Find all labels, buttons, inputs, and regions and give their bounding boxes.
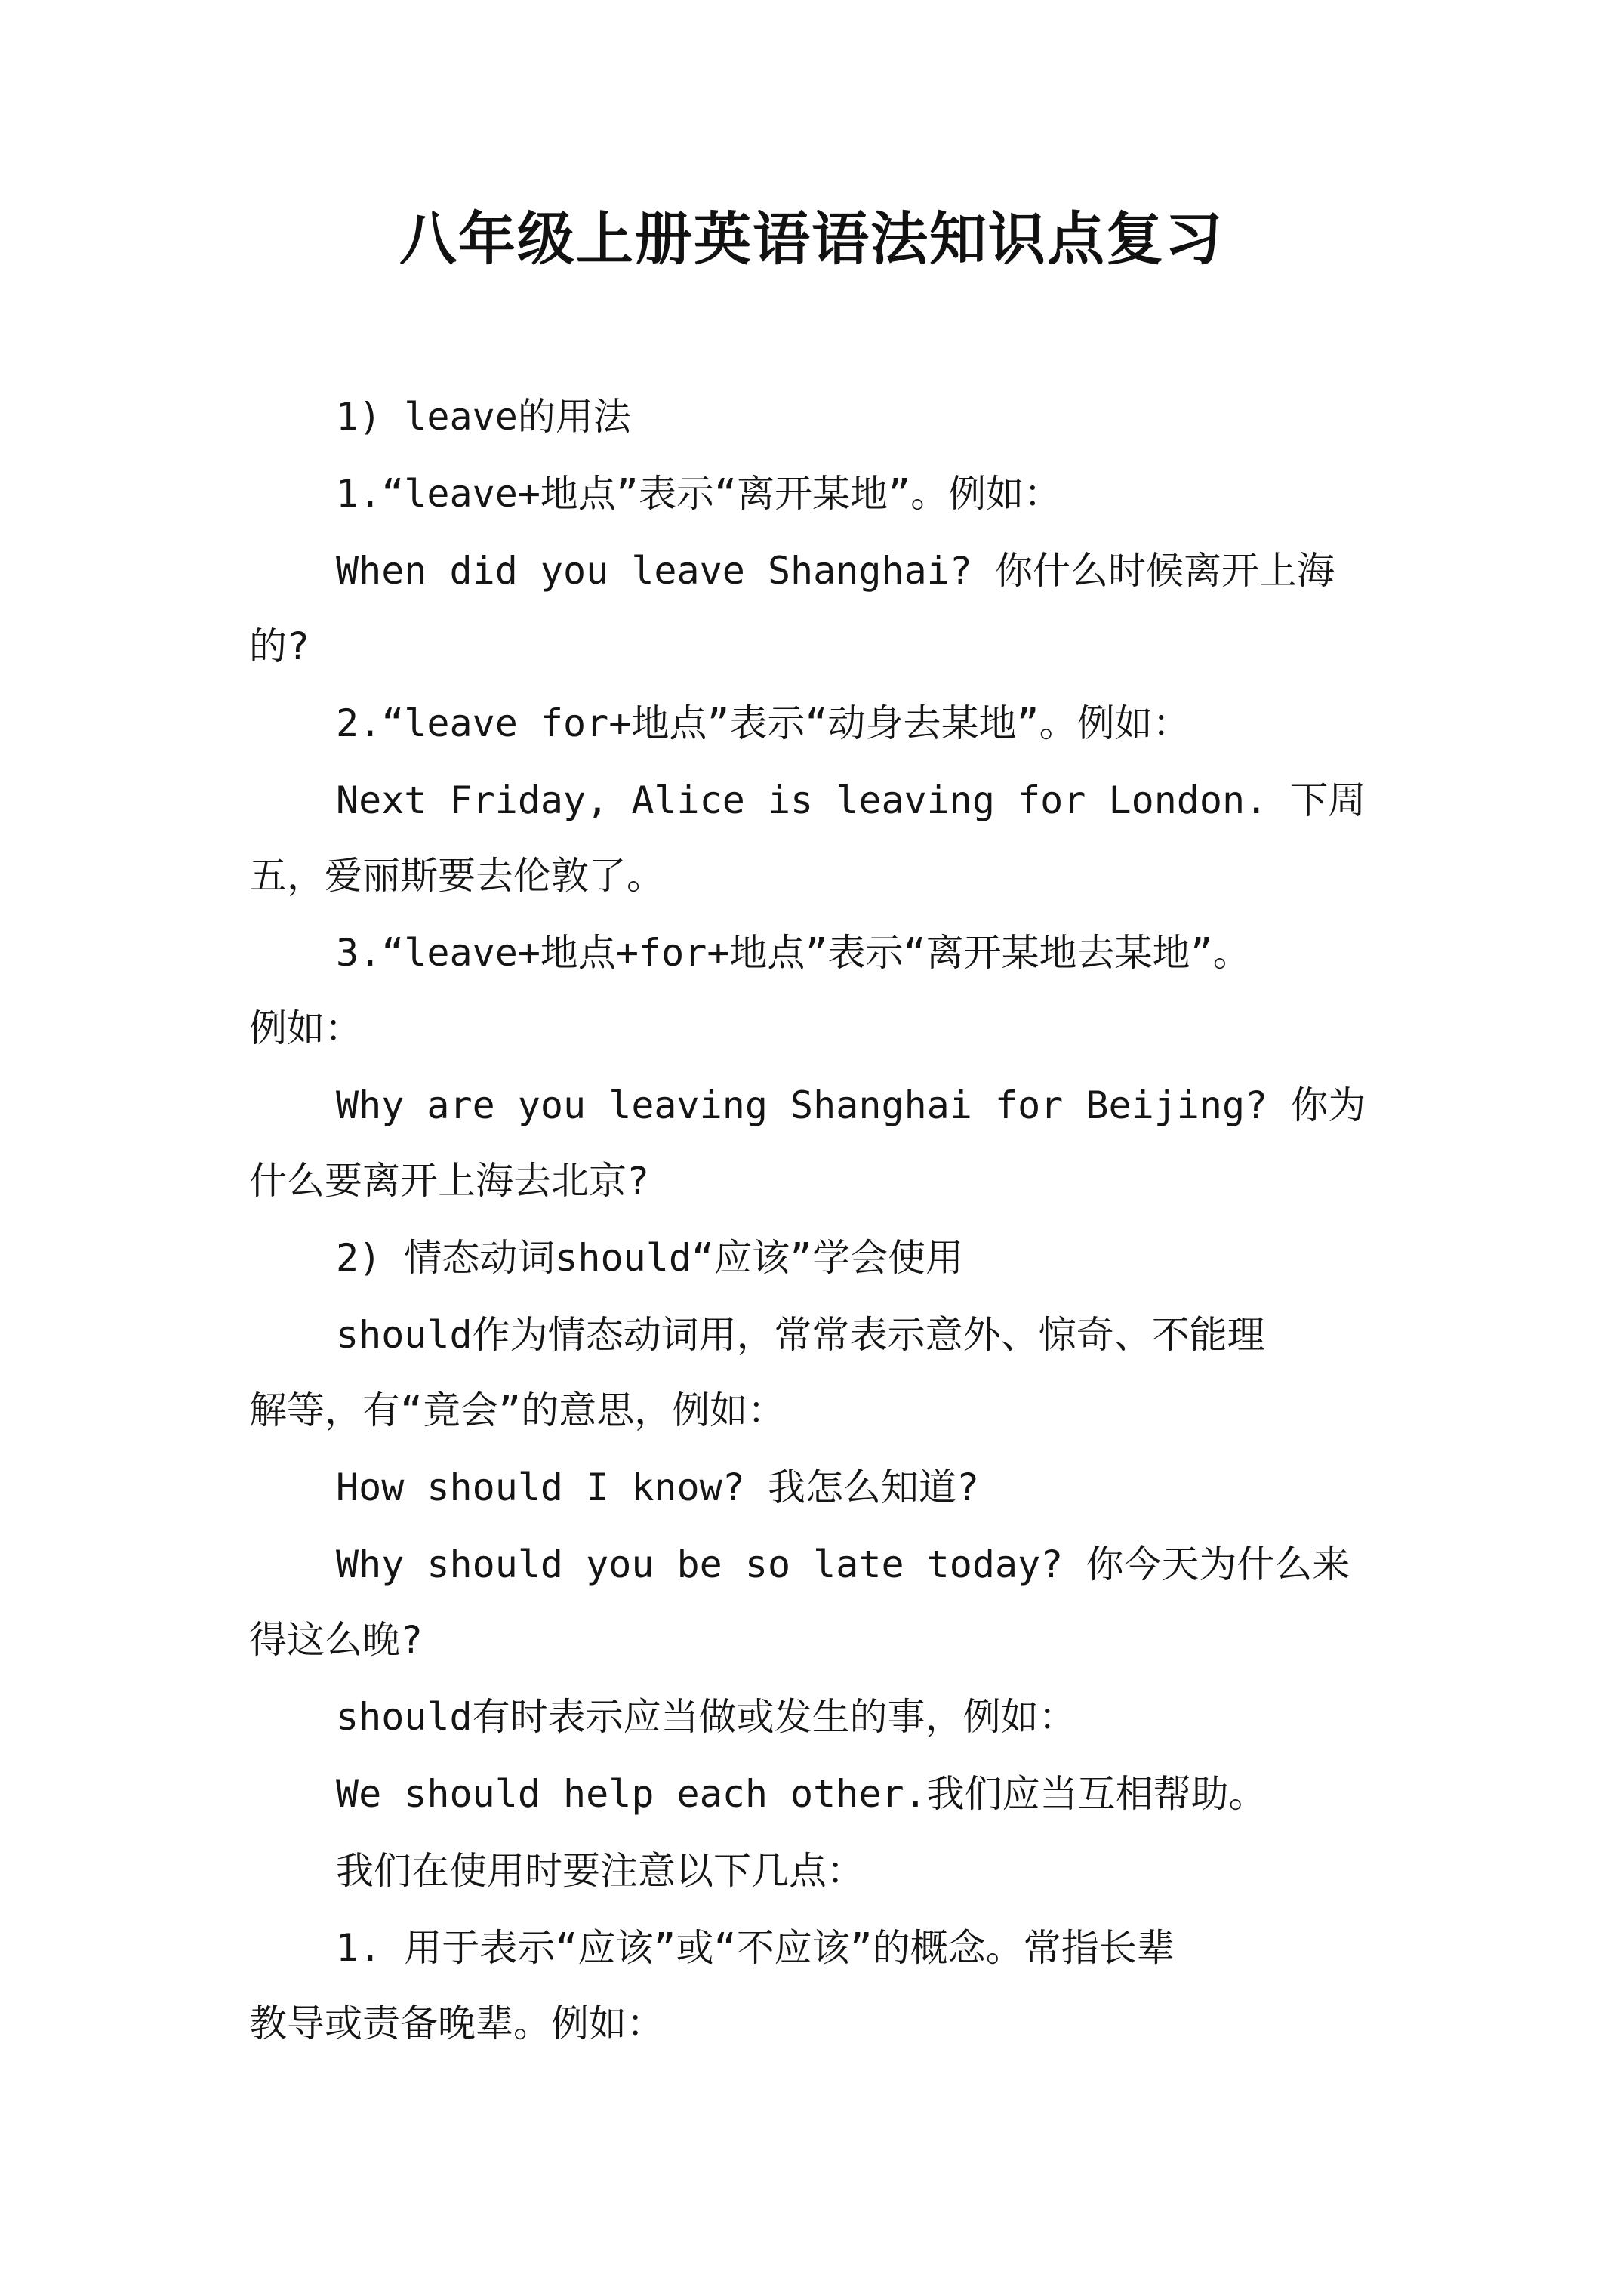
example-how-should-i-know: How should I know? 我怎么知道?	[336, 1465, 980, 1509]
example-leave-shanghai: When did you leave Shanghai? 你什么时候离开上海	[336, 549, 1335, 593]
rule-leave-place-for-place: 3.“leave+地点+for+地点”表示“离开某地去某地”。	[336, 931, 1251, 975]
paragraph-usage-notes: 我们在使用时要注意以下几点：	[336, 1849, 864, 1893]
note-1-should-or-should-not-cont: 教导或责备晚辈。例如：	[249, 2002, 664, 2045]
example-why-so-late-cont: 得这么晚?	[249, 1618, 423, 1662]
rule-leave-place-for-place-cont: 例如：	[249, 1006, 362, 1050]
example-leaving-shanghai-beijing-cont: 什么要离开上海去北京?	[249, 1159, 650, 1203]
rule-leave-place: 1.“leave+地点”表示“离开某地”。例如：	[336, 472, 1062, 516]
rule-leave-for-place: 2.“leave for+地点”表示“动身去某地”。例如：	[336, 701, 1190, 745]
example-help-each-other: We should help each other.我们应当互相帮助。	[336, 1772, 1267, 1816]
example-leave-shanghai-cont: 的?	[249, 624, 310, 668]
paragraph-should-ought: should有时表示应当做或发生的事，例如：	[336, 1695, 1076, 1739]
paragraph-should-modal-cont: 解等，有“竟会”的意思，例如：	[249, 1388, 786, 1432]
paragraph-should-modal: should作为情态动词用，常常表示意外、惊奇、不能理	[336, 1313, 1265, 1357]
section-heading-should: 2) 情态动词should“应该”学会使用	[336, 1236, 964, 1280]
document-title: 八年级上册英语语法知识点复习	[399, 205, 1224, 273]
example-leaving-shanghai-beijing: Why are you leaving Shanghai for Beijing? 你为	[336, 1083, 1366, 1127]
example-leaving-for-london-cont: 五，爱丽斯要去伦敦了。	[249, 854, 664, 898]
example-why-so-late: Why should you be so late today? 你今天为什么来	[336, 1542, 1350, 1586]
section-heading-leave: 1) leave的用法	[336, 395, 631, 439]
note-1-should-or-should-not: 1. 用于表示“应该”或“不应该”的概念。常指长辈	[336, 1926, 1175, 1970]
example-leaving-for-london: Next Friday, Alice is leaving for London. 下周	[336, 778, 1366, 822]
